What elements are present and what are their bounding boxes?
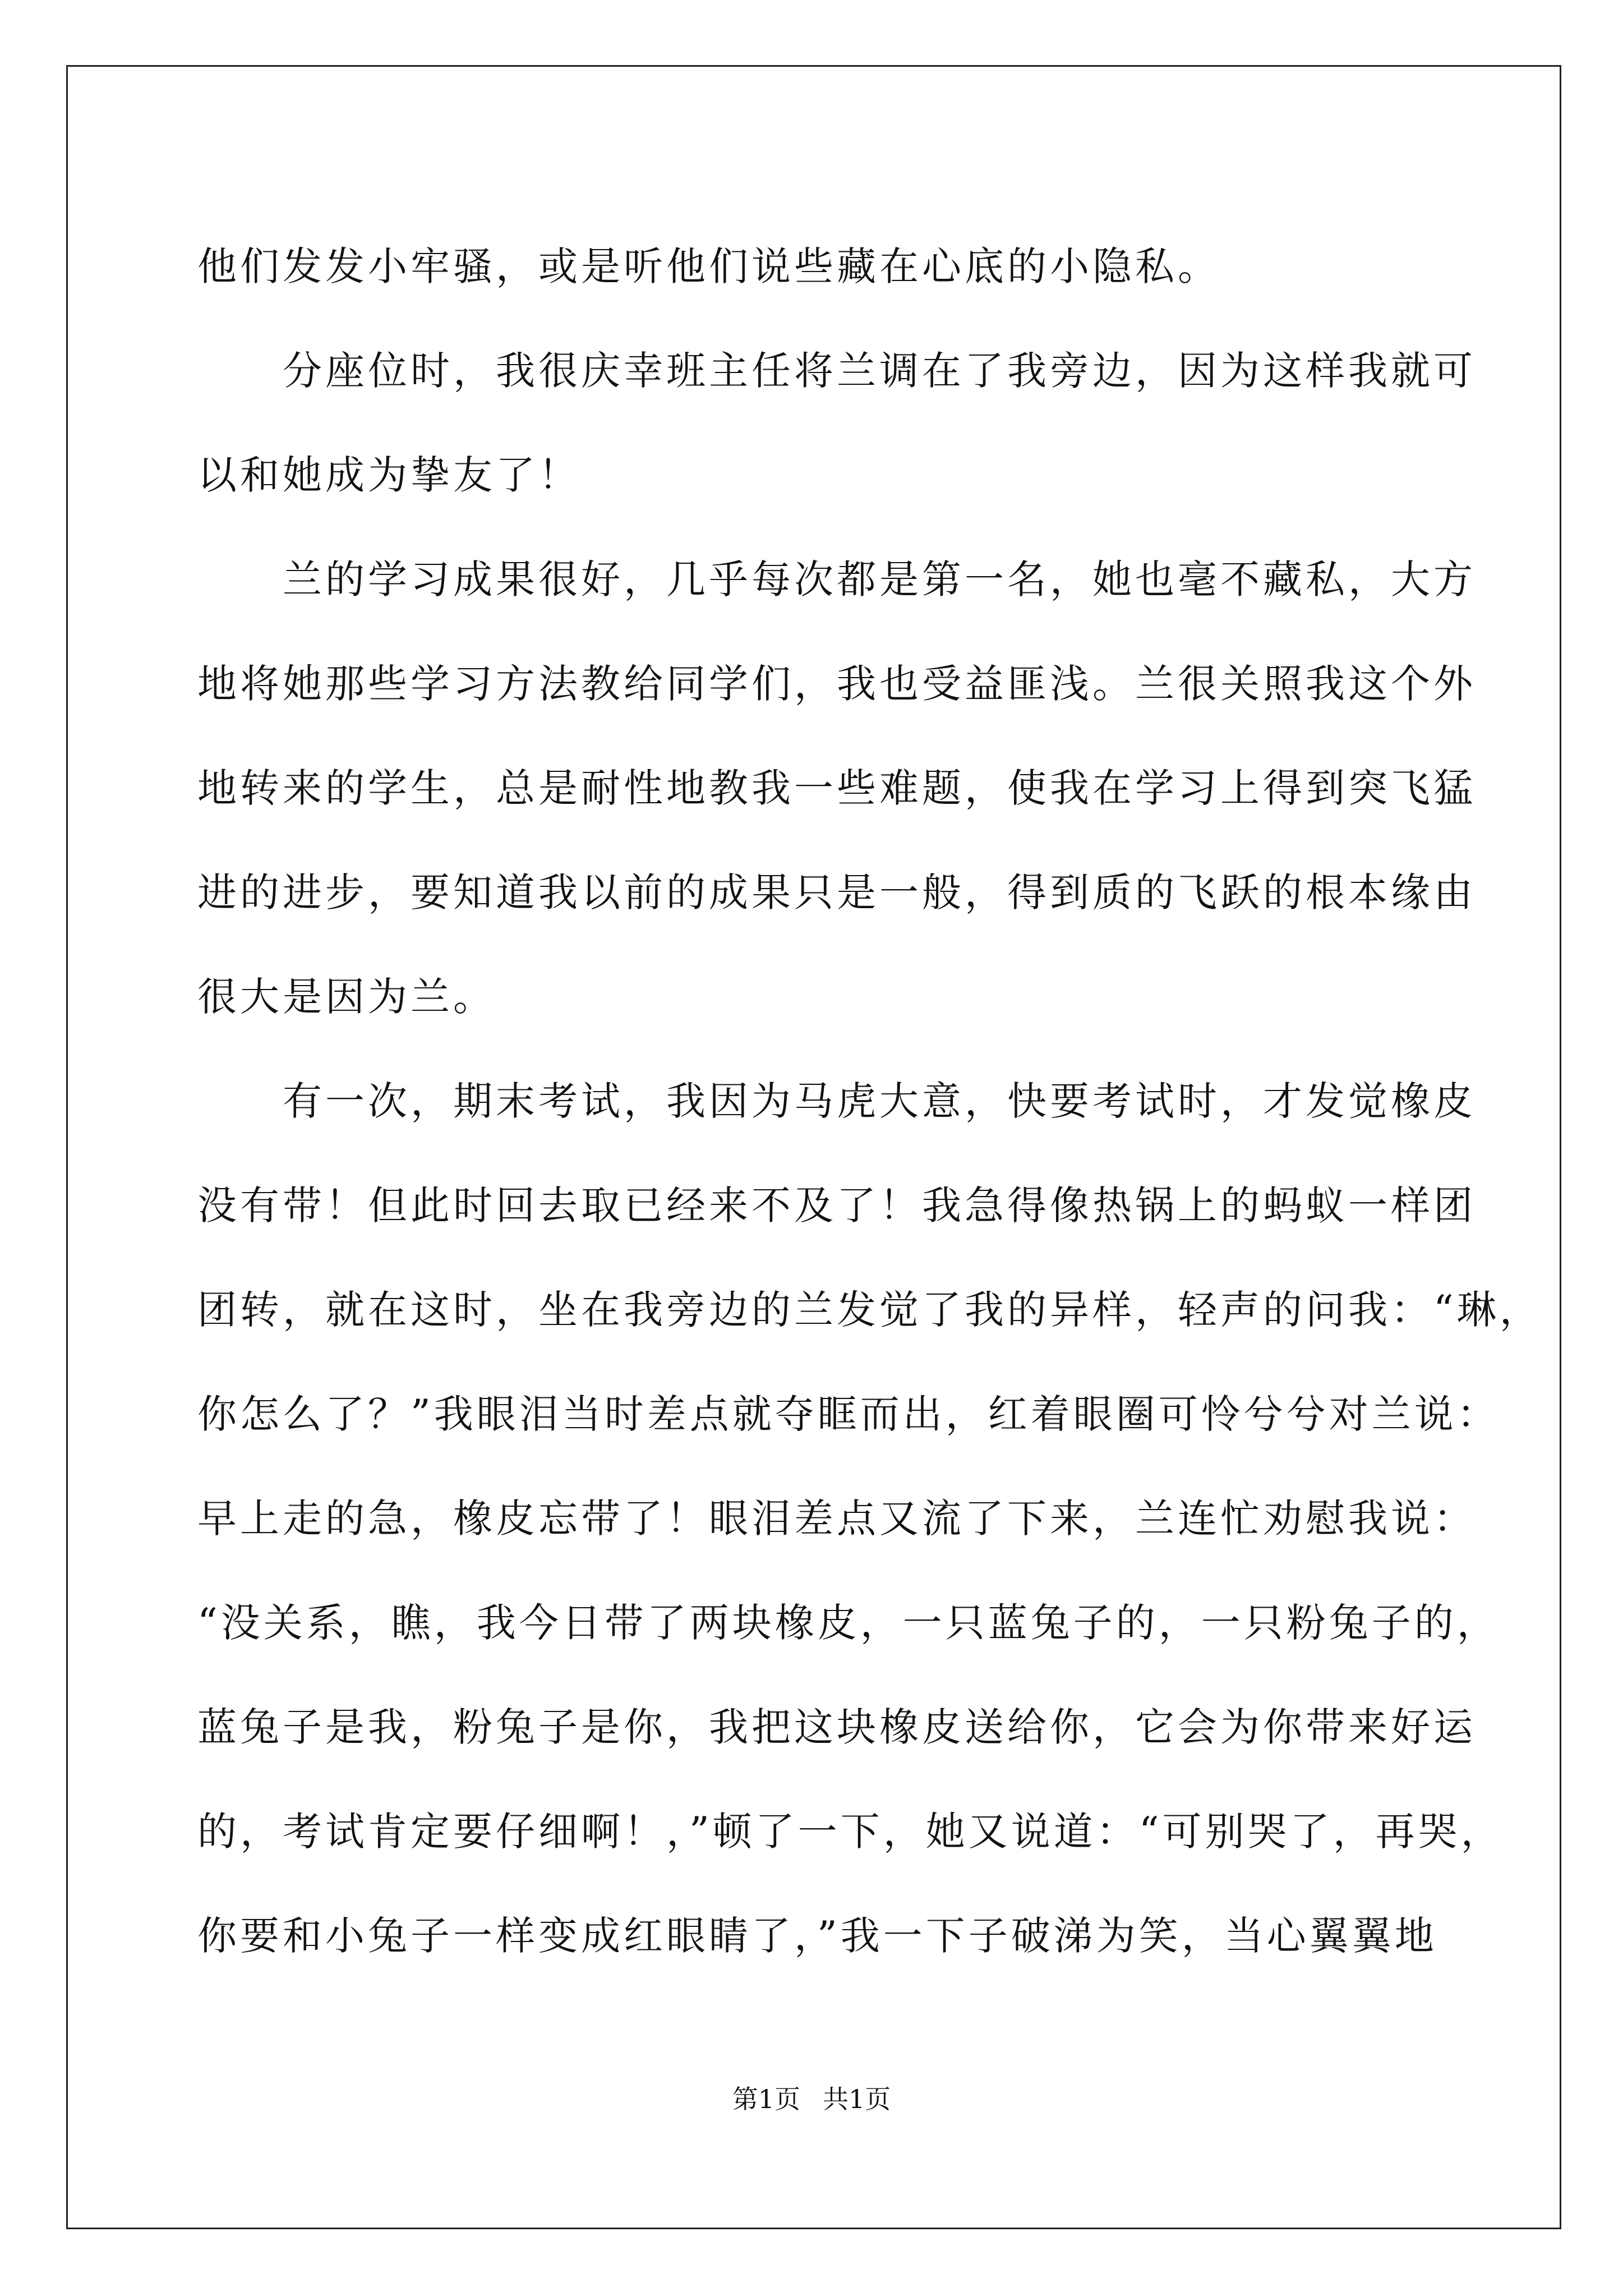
text-line: 你怎么了？”我眼泪当时差点就夺眶而出，红着眼圈可怜兮兮对兰说： xyxy=(197,1391,1500,1437)
page-footer xyxy=(0,2079,1623,2116)
text-line: 进的进步，要知道我以前的成果只是一般，得到质的飞跃的根本缘由 xyxy=(197,869,1476,915)
text-line: 你要和小兔子一样变成红眼睛了，”我一下子破涕为笑，当心翼翼地 xyxy=(197,1913,1437,1959)
page-total: 共1页 xyxy=(823,2084,891,2114)
document-body xyxy=(197,214,1542,1988)
text-line: 团转，就在这时，坐在我旁边的兰发觉了我的异样，轻声的问我：“琳， xyxy=(197,1287,1542,1333)
text-line: 没有带！但此时回去取已经来不及了！我急得像热锅上的蚂蚁一样团 xyxy=(197,1182,1476,1228)
text-line: 地将她那些学习方法教给同学们，我也受益匪浅。兰很关照我这个外 xyxy=(197,661,1476,707)
text-line: 早上走的急，橡皮忘带了！眼泪差点又流了下来，兰连忙劝慰我说： xyxy=(197,1496,1476,1542)
text-line: 兰的学习成果很好，几乎每次都是第一名，她也毫不藏私，大方 xyxy=(197,556,1476,602)
text-line: 地转来的学生，总是耐性地教我一些难题，使我在学习上得到突飞猛 xyxy=(197,765,1476,811)
page-number: 第1页 xyxy=(732,2084,800,2114)
text-line: “没关系，瞧，我今日带了两块橡皮，一只蓝兔子的，一只粉兔子的， xyxy=(197,1600,1500,1646)
text-line: 分座位时，我很庆幸班主任将兰调在了我旁边，因为这样我就可 xyxy=(197,348,1476,394)
text-line: 很大是因为兰。 xyxy=(197,974,496,1020)
text-line: 有一次，期末考试，我因为马虎大意，快要考试时，才发觉橡皮 xyxy=(197,1078,1476,1124)
text-line: 蓝兔子是我，粉兔子是你，我把这块橡皮送给你，它会为你带来好运 xyxy=(197,1704,1476,1750)
text-line: 他们发发小牢骚，或是听他们说些藏在心底的小隐私。 xyxy=(197,243,1220,289)
text-line: 的，考试肯定要仔细啊！，”顿了一下，她又说道：“可别哭了，再哭， xyxy=(197,1809,1504,1855)
text-line: 以和她成为挚友了！ xyxy=(197,452,581,498)
